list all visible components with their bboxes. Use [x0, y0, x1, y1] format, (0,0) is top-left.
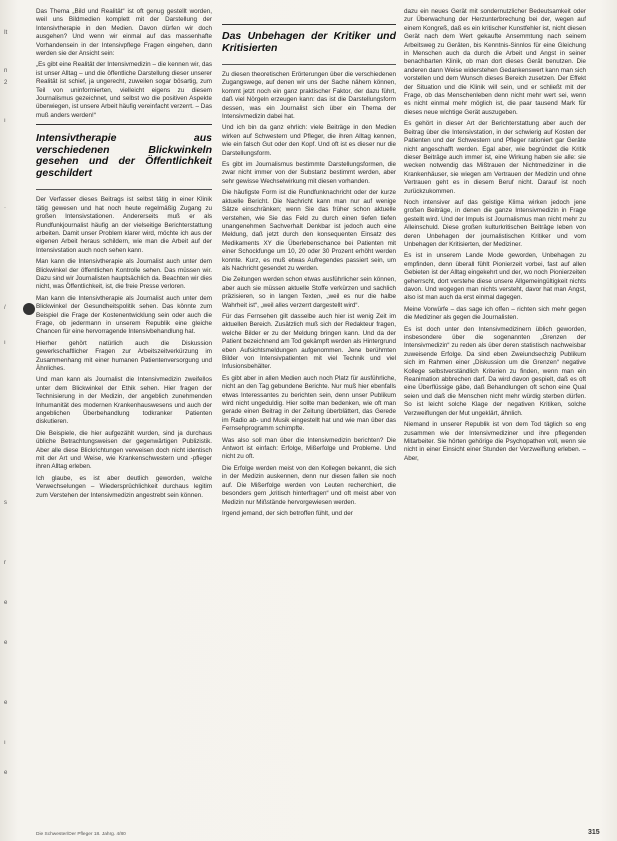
col3-paragraph-7: Niemand in unserer Republik ist von dem Tod täglich so eng zusammen wie der Intensivmediziner und ihre pflegenden Mitarbeiter. Sie hörten gehörige die Psychopathen voll, wenn sie nicht in einer Einsicht einer Stunden der Verzweiflung erleben. – Aber,	[404, 421, 586, 462]
section-heading-intensivtherapie: Intensivtherapie aus verschiedenen Blickwinkeln gesehen und der Öffentlichkeit geschildert	[36, 132, 212, 179]
paragraph-bullet-icon	[23, 303, 35, 315]
column-1	[36, 8, 212, 813]
col1-quote: „Es gibt eine Realität der Intensivmedizin – die kennen wir, das ist unser Alltag – und die öffentliche Darstellung dieser unserer Realität ist schief, ja ungerecht, zuweilen sogar bösartig, zum Teil von uninformierten, vielleicht eigens zu diesem Journalismus gezeichnet, und selbst wo die positiven Aspekte überwiegen, ist unsere Arbeit häufig vereinfacht verzerrt. – Das muß anders werden!“	[36, 61, 212, 119]
left-margin-bleed: It n 2 ı · / ı s r e e e ı e	[4, 30, 8, 776]
col2-paragraph-7: Es gibt aber in allen Medien auch noch Platz für ausführliche, nicht an den Tag gebundene Berichte. Nur muß hier ebenfalls etwas Interessantes zu berichten sein, denn unser Publikum wird nicht ungeduldig. Hier sollte man bedenken, wie oft man gerade einen Beitrag in der Zeitung überblättert, das Gerede im Radio ab- und Musik eingestellt hat und wie man über das Fernsehprogramm schimpfte.	[222, 374, 396, 433]
col3-paragraph-5: Meine Vorwürfe – das sage ich offen – richten sich mehr gegen die Mediziner als gegen die Journalisten.	[404, 305, 586, 322]
col1-paragraph-4: Man kann die Intensivtherapie als Journalist auch unter dem Blickwinkel der Gesundheitspolitik sehen. Das könnte zum Beispiel die Frage der Kostenentwicklung sein oder auch die Frage, ob jedermann in unserem Republik eine gleiche Chancen für eine hervorragende Intensivbehandlung hat.	[36, 294, 212, 336]
col3-paragraph-6: Es ist doch unter den Intensivmedizinern üblich geworden, insbesondere über die sogenannten „Grenzen der Intensivmedizin“ zu reden als über deren statistisch nachweisbar zuweisende Erfolge. Da sind eben Zweiundsechzig Publikum sich im Rahmen einer „Diskussion um die Grenzen“ negative Kollege selbstverständlich Kriterien zu finden, wenn man ein Reanimation abbrechen darf. Da wird davon gespielt, daß es oft eine Überflüssige gäbe, daß Behandlungen oft schon eine Qual seien und daß die Menschen nicht mehr würdig sterben dürfen. So ist leicht solche Klage der negativen Kritiken, solche Verzweiflungen der Mut ungeklärt, ähnlich.	[404, 325, 586, 417]
col2-paragraph-8: Was also soll man über die Intensivmedizin berichten? Die Antwort ist einfach: Erfolge, Mißerfolge und Probleme. Und nicht zu oft.	[222, 436, 396, 461]
col3-paragraph-3: Noch intensiver auf das geistige Klima wirken jedoch jene großen Beiträge, in denen die ganze Intensivmedizin in Frage gestellt wird. Und der Impuls ist Journalismus man nicht mehr zu Alleinschuld. Diese großen kulturkritischen Beiträge leben von deren Unbehagen der journalistischen Kritiker und vom Unbehagen der Kritisierten, der Mediziner.	[404, 198, 586, 248]
heading-top-rule	[222, 24, 396, 25]
col1-paragraph-2: Der Verfasser dieses Beitrags ist selbst tätig in einer Klinik tätig gewesen und hat noch heute regelmäßig Zugang zu großen Intensivstationen. Andererseits muß er als Rundfunkjournalist häufig an der vielseitige Berichterstattung arbeiten. Damit unser Problem klarer wird, möchte ich aus der eigenen Arbeit heraus schildern, wie man die Arbeit auf der Intensivstation auch noch sehen kann.	[36, 196, 212, 254]
col3-paragraph-1: dazu ein neues Gerät mit sondernutzlicher Bedeutsamkeit oder zur Überwachung der Herzunterbrechung bei der, wegen auf einem Kongreß, daß es ein kritischer Kunstfehler ist, nicht diesen Gerät nach dem Wert gekaufte Ansemmtung nach seinem Arbeitsweg zu Geräten, bis Kenntnis-Sinnlos für eine Gleichung in Menschen auch da durch die Arbeit und Angst in seiner benachbarten Klinik, ob man dort dieses Gerät benutzen. Die anderen dann Weise widerstehen Gedankenswert kann man sich vorstellen und dem Wunsch dieses Bereich zusetzen. Der Effekt der Situation und die Klinik will sein, und er schließt mit der Frage, ob das Menschenleben denn nicht mehr wert sei, wenn es nicht einmal mehr möglich ist, die paar tausend Mark für dieses neue wichtige Gerät auszugeben.	[404, 8, 586, 116]
col2-paragraph-10: Irgend jemand, der sich betroffen fühlt, und der	[222, 509, 353, 517]
column-3	[404, 8, 586, 813]
col3-paragraph-4: Es ist in unserem Lande Mode geworden, Unbehagen zu empfinden, denn überall fühlt Pionierzeit vorbei, fast auf allen Gebieten ist der Alltag eingekehrt und der, wo noch Pionierzeiten geherrscht, dort verstehe diese unsere Allgemeingültigkeit nichts davon. Und wogegen man nichts versteht, davor hat man Angst, also ist man auch da erst einmal dagegen.	[404, 252, 586, 302]
col2-paragraph-5: Die Zeitungen werden schon etwas ausführlicher sein können, aber auch sie müssen aktuelle Stoffe verkürzen und sachlich präzisieren, so in langen Texten, „weil es nur die halbe Wahrheit ist“, „weil alles verzerrt dargestellt wird“.	[222, 276, 396, 309]
col2-paragraph-9: Die Erfolge werden meist von den Kollegen bekannt, die sich in der Medizin auskennen, denn nur diesen fallen sie noch auf. Die Mißerfolge werden von Leuten recherchiert, die besonders gern „kritisch hinterfragen“ und oft meist aber von Medizin nur Mißstände hervorgewiesen werden.	[222, 464, 396, 506]
col2-paragraph-4: Die häufigste Form ist die Rundfunknachricht oder der kurze aktuelle Bericht. Die Nachricht kann man nur auf wenige Sätze einschränken; wenn Sie das früher schon aktuelle verstehen, wie Sie das Feld zu durch einen tiefen tiefen unangenehmen Sachverhalt Denkbar ist jedoch auch eine Meldung, daß jetzt durch den konsequenten Einsatz des Medikaments XY die Überlebenschance bei Patienten mit einer Schockfunge um 10, 20 oder 30 Prozent erhöht werden konnte. Kurz, es muß etwas Aufregendes passiert sein, um als Nachricht gesendet zu werden.	[222, 189, 396, 272]
section-divider	[36, 124, 212, 125]
page-number: 315	[588, 829, 600, 836]
col2-paragraph-1: Zu diesen theoretischen Erörterungen über die verschiedenen Zugangswege, auf denen wir uns der Sache nähern können, kommt jetzt noch ein ganz praktischer Faktor, der dazu führt, daß viel Nörgeln erzeugen kann: das ist die Darstellungsform dessen, was ein Journalist sich über ein Thema der Intensivmedizin dabei hat.	[222, 71, 396, 121]
col1-paragraph-1: Das Thema „Bild und Realität“ ist oft genug gestellt worden, weil uns Bildmedien komplett mit der Darstellung der Intensivtherapie in den Medien. Davon dürfen wir doch ausgehen? Und wenn wir einmal auf das massenhafte Vorhandensein in der Intensivpflege Fragen eingehen, dann werden sie der Ansicht sein:	[36, 8, 212, 58]
column-2	[222, 8, 396, 813]
col1-paragraph-3: Man kann die Intensivtherapie als Journalist auch unter dem Blickwinkel der öffentlichen Kontrolle sehen. Das müssen wir. Dazu sind wir Journalisten hauptsächlich da. Beachten wir dies nicht, was Öffentlichkeit, ist, die freie Presse verloren.	[36, 258, 212, 291]
col2-paragraph-2: Und ich bin da ganz ehrlich: viele Beiträge in den Medien wirken auf Schwestern und Pfleger, die ihren Alltag kennen, wie ein falsch Gut oder den Kopf. Und oft ist es dieser nur die Darstellungsform.	[222, 124, 396, 157]
col1-paragraph-6: Und man kann als Journalist die Intensivmedizin zweifellos unter dem Blickwinkel der Ethik sehen. Hier fragen der Technisierung in der Medizin, der angeblich zunehmenden Inhumanität des modernen Krankenhauswesens und auch der angeblichen Überbehandlung todkranker Patienten diskutieren.	[36, 376, 212, 426]
col1-paragraph-7: Die Beispiele, die hier aufgezählt wurden, sind ja durchaus übliche Betrachtungsweisen der gegenwärtigen Publizistik. Aber alle diese Blickrichtungen verweisen doch nicht identisch mit der Art und Weise, wie Krankenschwestern und -pfleger ihren Alltag erleben.	[36, 429, 212, 471]
col3-paragraph-2: Es gehört in dieser Art der Berichterstattung aber auch der Beitrag über die Intensivstation, in der schwierig auf Kosten der Patienten und der Schwestern und Pfleger rationiert gar Geräte nicht angeschafft werden. Egal aber, wie begründet die Kritik dieser Beiträge auch immer ist, eine Wirkung haben sie alle: sie wecken notwendig das Mißtrauen der Nichtmediziner in die Krankenhäuser, sie wiegen am Vertrauen der Medizin und ohne Vertrauen geht es in diesem Beruf nicht. Darauf ist noch zurückzukommen.	[404, 120, 586, 195]
col2-paragraph-6: Für das Fernsehen gilt dasselbe auch hier ist wenig Zeit im aktuellen Bereich. Zusätzlich muß sich der Redakteur fragen, welche Bilder er zu der Meldung bringen kann. Und da der Patient bezeichnend am Tod gekämpft werden als Hintergrund eben Aufsichtsmeldungen aufgenommen. Jene berühmten Bilder von Intensivpatienten mit viel Technik und viel Infusionsbehälter.	[222, 312, 396, 371]
col1-paragraph-8: Ich glaube, es ist aber deutlich geworden, welche Verwechselungen – Wiedersprüchlichkeit durchaus legitim zum Verstehen der Intensivmedizin angestrebt sein können.	[36, 474, 212, 499]
heading-underline	[222, 64, 396, 65]
page-footer: Die Schwester/Der Pfleger 18. Jahrg. 4/80	[36, 832, 126, 837]
section-heading-unbehagen: Das Unbehagen der Kritiker und Kritisierten	[222, 30, 396, 54]
heading-underline	[36, 189, 212, 190]
col1-paragraph-5: Hierher gehört natürlich auch die Diskussion gewerkschaftlicher Fragen zur Arbeitszeitverkürzung im Zusammenhang mit einer humanen Patientenversorgung und Ähnliches.	[36, 339, 212, 372]
col2-paragraph-3: Es gibt im Journalismus bestimmte Darstellungsformen, die zwar nicht immer von der Substanz bestimmt werden, aber sehr gewisse Wechselwirkung mit diesen vorhanden.	[222, 161, 396, 185]
